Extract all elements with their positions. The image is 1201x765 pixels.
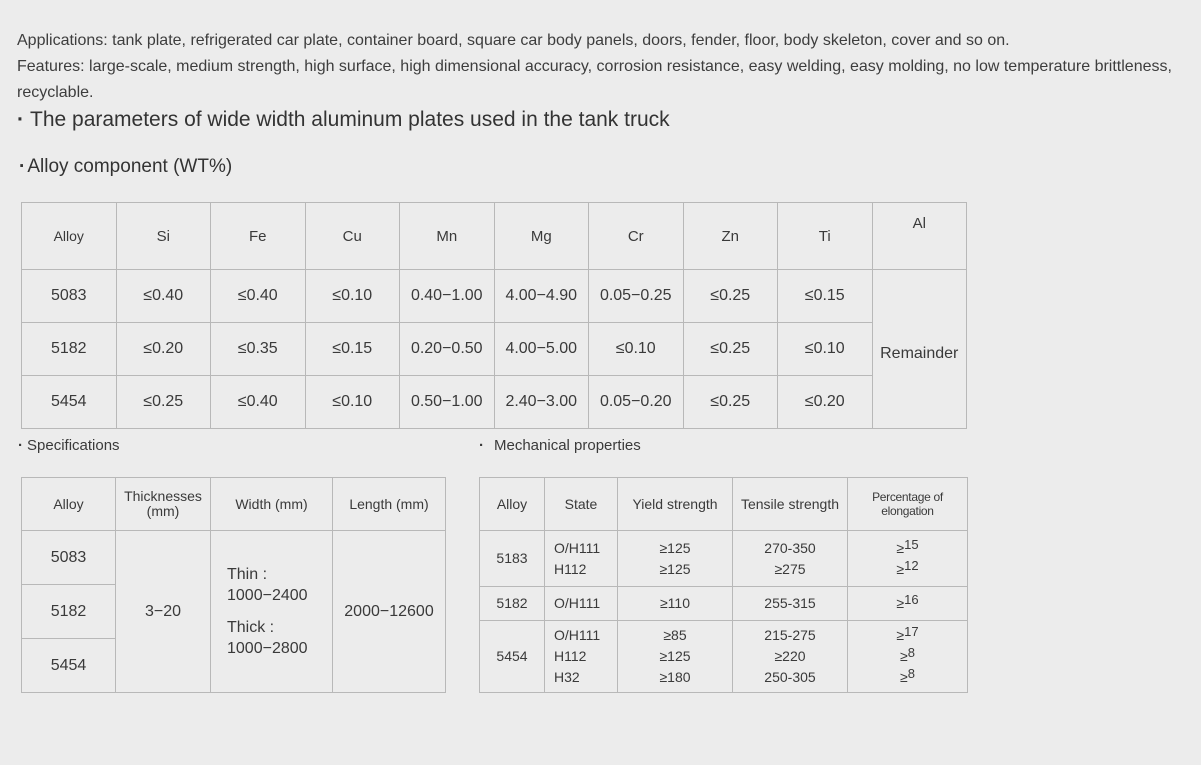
header-cu: Cu	[305, 203, 400, 270]
cell: ≤0.15	[778, 270, 873, 323]
cell: 0.20−0.50	[400, 323, 495, 376]
features-text: Features: large-scale, medium strength, high surface, high dimensional accuracy, corrosion resistance, easy welding, easy molding, no low temperature brittleness, recyclable.	[17, 58, 1172, 101]
cell: 0.40−1.00	[400, 270, 495, 323]
header-mn: Mn	[400, 203, 495, 270]
header-ti: Ti	[778, 203, 873, 270]
alloy-component-heading: · Alloy component (WT%)	[19, 156, 233, 177]
elongation-cell: ≥17 ≥8 ≥8	[848, 621, 968, 693]
bullet-icon: ·	[17, 108, 24, 131]
cell: ≤0.25	[683, 376, 778, 429]
yield-cell: ≥125 ≥125	[618, 531, 733, 587]
table-row	[22, 323, 967, 376]
table-row	[480, 531, 968, 587]
yield-cell: ≥110	[618, 587, 733, 621]
main-heading: · The parameters of wide width aluminum plates used in the tank truck	[17, 108, 670, 131]
cell: ≤0.40	[116, 270, 211, 323]
table-row	[480, 587, 968, 621]
cell: 0.05−0.25	[589, 270, 684, 323]
length-cell: 2000−12600	[333, 531, 446, 693]
header-fe: Fe	[211, 203, 306, 270]
cell: 5182	[480, 587, 545, 621]
table-header-row	[22, 203, 967, 270]
tensile-cell: 270-350 ≥275	[733, 531, 848, 587]
state-cell: O/H111 H112 H32	[545, 621, 618, 693]
cell: 4.00−4.90	[494, 270, 589, 323]
tensile-cell: 215-275 ≥220 250-305	[733, 621, 848, 693]
cell: ≤0.15	[305, 323, 400, 376]
header-alloy: Alloy	[480, 478, 545, 531]
header-cr: Cr	[589, 203, 684, 270]
table-row	[22, 270, 967, 323]
table-header-row	[22, 478, 446, 531]
header-alloy: Alloy	[22, 203, 117, 270]
elongation-cell: ≥15 ≥12	[848, 531, 968, 587]
width-cell	[211, 531, 333, 693]
cell: 5182	[22, 323, 117, 376]
elongation-cell: ≥16	[848, 587, 968, 621]
cell: 2.40−3.00	[494, 376, 589, 429]
yield-cell: ≥85 ≥125 ≥180	[618, 621, 733, 693]
thin-label: Thin :	[227, 566, 268, 583]
table-row	[22, 531, 446, 585]
cell: 0.50−1.00	[400, 376, 495, 429]
tensile-cell: 255-315	[733, 587, 848, 621]
cell: ≤0.10	[778, 323, 873, 376]
cell: ≤0.40	[211, 270, 306, 323]
state-cell: O/H111	[545, 587, 618, 621]
cell: ≤0.35	[211, 323, 306, 376]
header-tensile: Tensile strength	[733, 478, 848, 531]
table-row	[480, 621, 968, 693]
header-yield: Yield strength	[618, 478, 733, 531]
applications-text: Applications: tank plate, refrigerated car plate, container board, square car body panels, doors, fender, floor, body skeleton, cover and so on.	[17, 32, 1010, 49]
cell: 5454	[480, 621, 545, 693]
specifications-heading: · Specifications	[18, 437, 120, 454]
thin-value: 1000−2400	[227, 587, 308, 604]
header-thicknesses: Thicknesses (mm)	[116, 478, 211, 531]
header-alloy: Alloy	[22, 478, 116, 531]
state-cell: O/H111 H112	[545, 531, 618, 587]
bullet-icon: ·	[479, 437, 484, 454]
bullet-icon: ·	[19, 156, 26, 177]
al-remainder-cell: Remainder	[872, 270, 967, 429]
cell: ≤0.25	[116, 376, 211, 429]
cell: ≤0.10	[305, 376, 400, 429]
thick-value: 1000−2800	[227, 640, 308, 657]
cell: 5183	[480, 531, 545, 587]
table-header-row	[480, 478, 968, 531]
intro-text	[17, 28, 1187, 106]
cell: ≤0.40	[211, 376, 306, 429]
header-elongation: Percentage of elongation	[848, 478, 968, 531]
header-state: State	[545, 478, 618, 531]
cell: 5083	[22, 531, 116, 585]
table-row	[22, 376, 967, 429]
cell: 5454	[22, 376, 117, 429]
header-si: Si	[116, 203, 211, 270]
thickness-cell: 3−20	[116, 531, 211, 693]
cell: ≤0.25	[683, 323, 778, 376]
cell: 5083	[22, 270, 117, 323]
header-mg: Mg	[494, 203, 589, 270]
cell: ≤0.25	[683, 270, 778, 323]
mechanical-properties-table	[479, 477, 968, 693]
cell: ≤0.20	[116, 323, 211, 376]
header-width: Width (mm)	[211, 478, 333, 531]
cell: ≤0.10	[305, 270, 400, 323]
specifications-table	[21, 477, 446, 693]
mechanical-heading: · Mechanical properties	[479, 437, 641, 454]
cell: 5454	[22, 639, 116, 693]
cell: ≤0.20	[778, 376, 873, 429]
cell: 5182	[22, 585, 116, 639]
alloy-component-table	[21, 202, 967, 429]
cell: 0.05−0.20	[589, 376, 684, 429]
cell: 4.00−5.00	[494, 323, 589, 376]
header-length: Length (mm)	[333, 478, 446, 531]
cell: ≤0.10	[589, 323, 684, 376]
header-zn: Zn	[683, 203, 778, 270]
header-al: Al	[872, 203, 967, 270]
thick-label: Thick :	[227, 619, 275, 636]
bullet-icon: ·	[18, 437, 23, 454]
